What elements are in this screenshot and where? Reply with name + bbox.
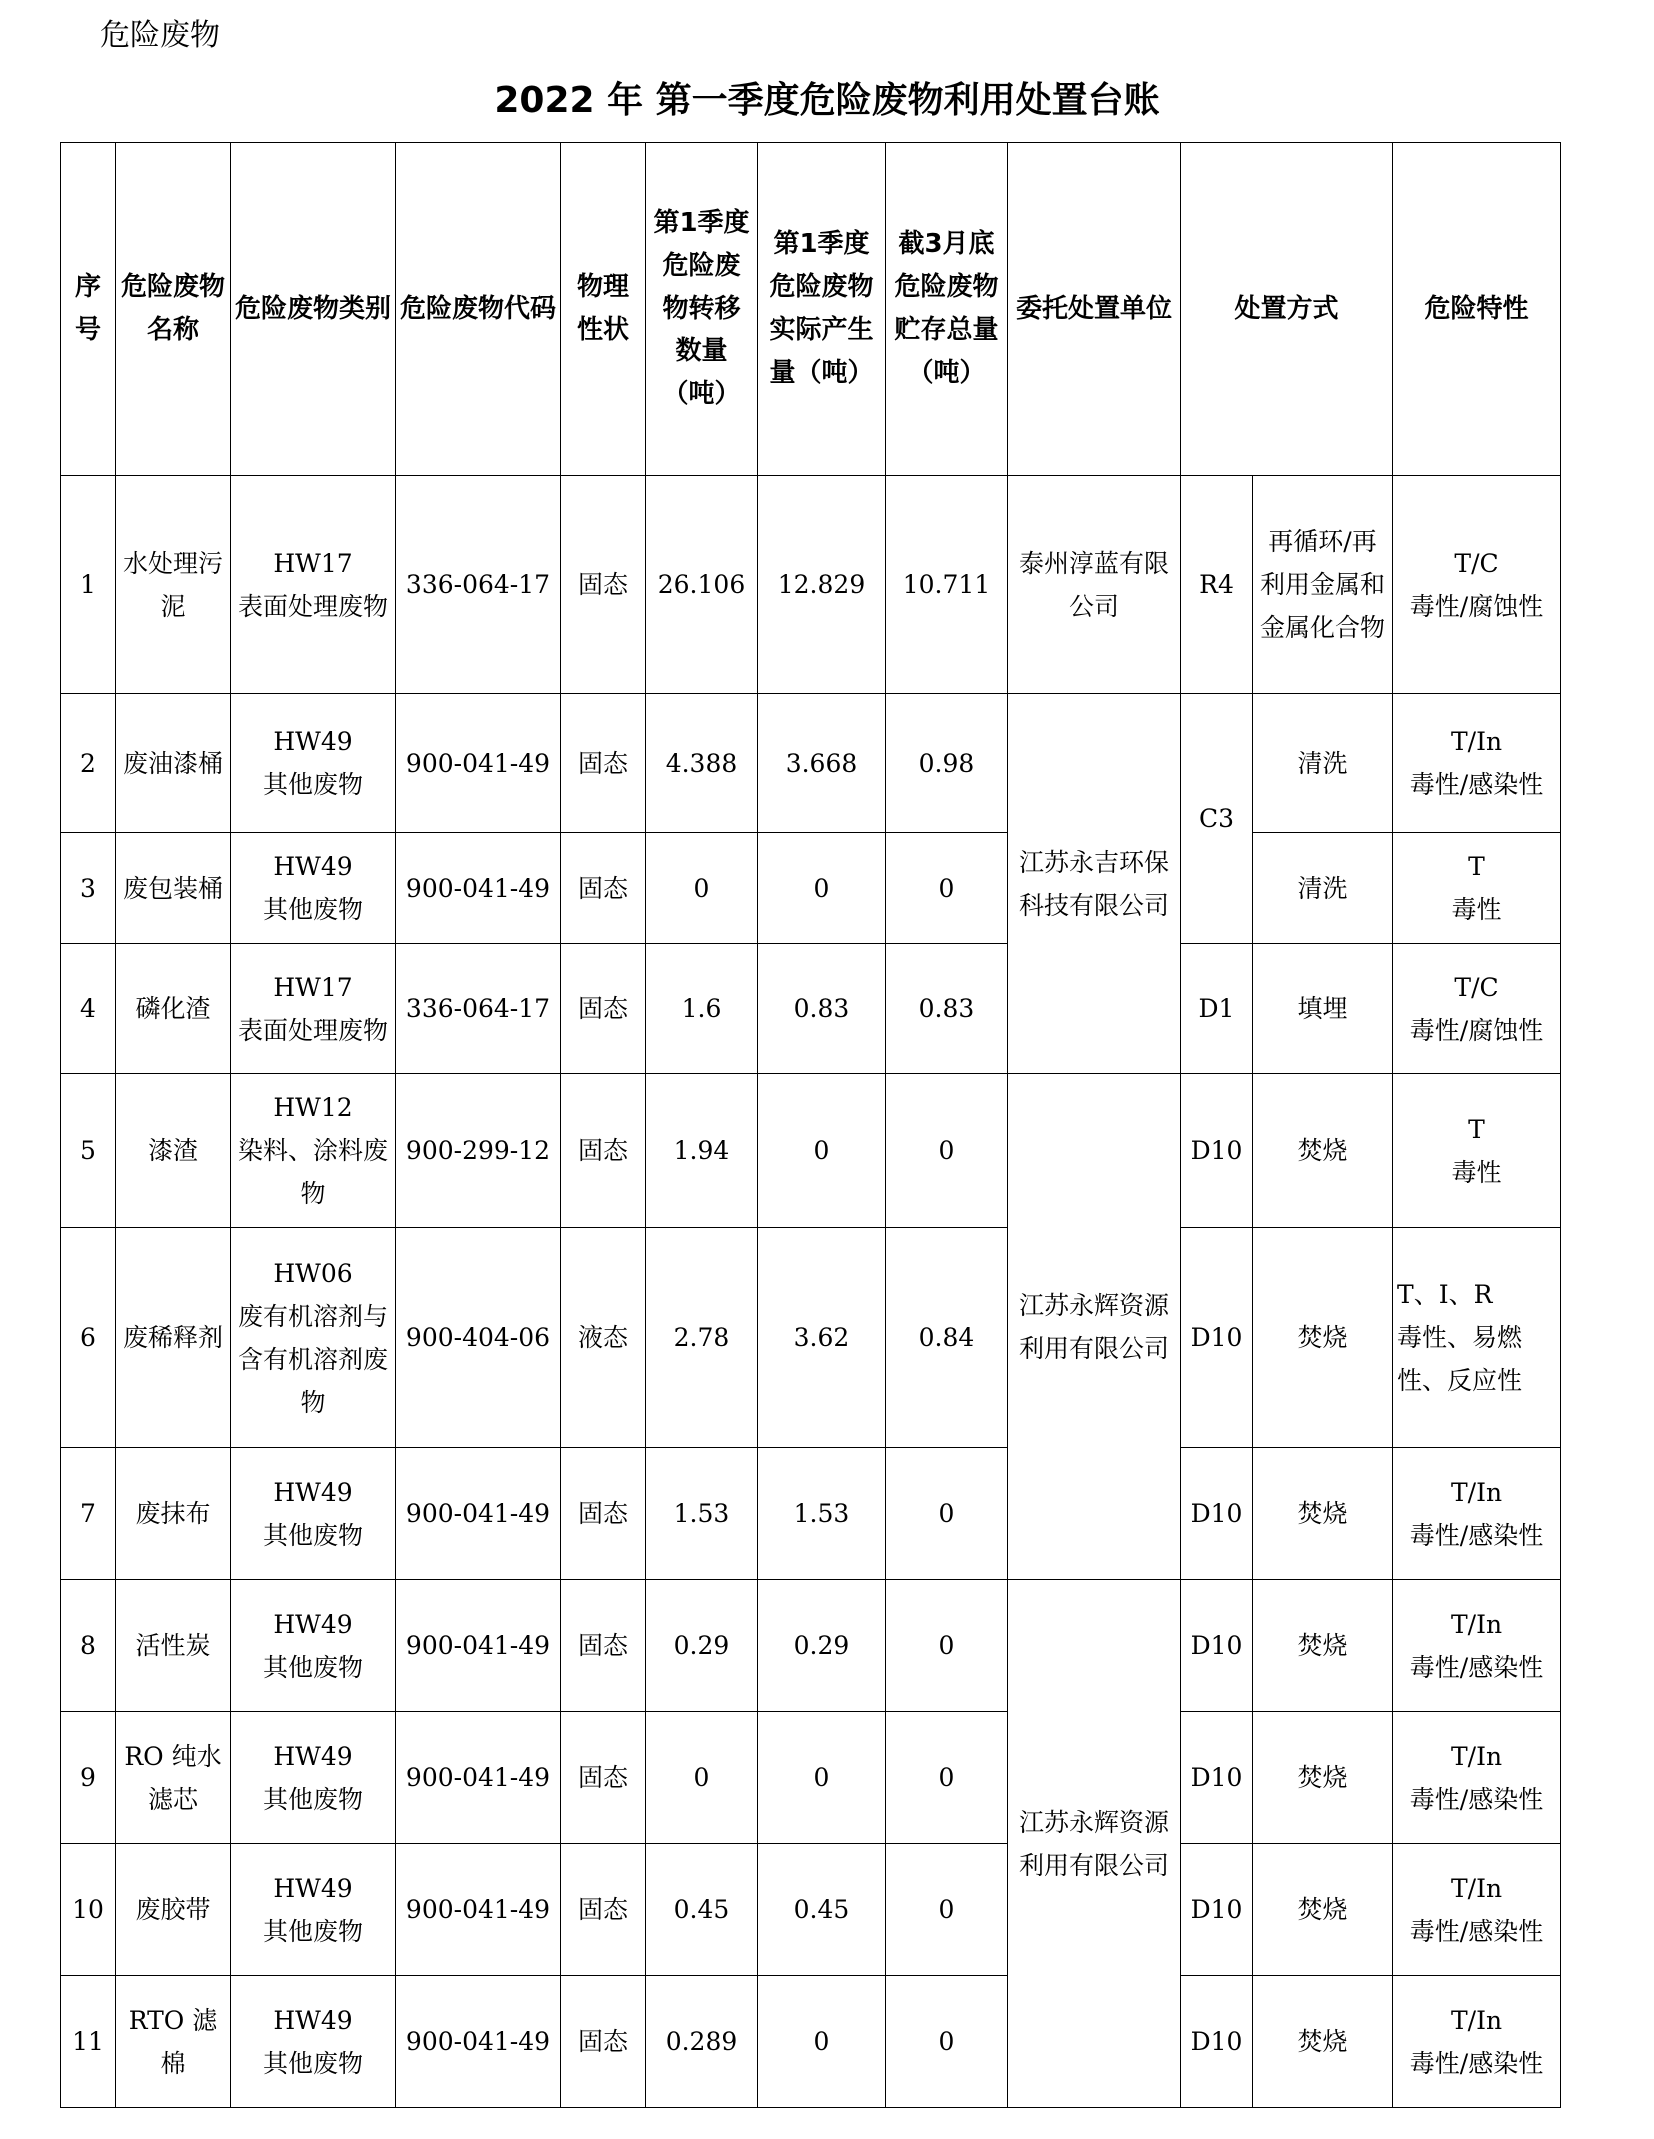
cell-code: 900-299-12 (396, 1074, 561, 1228)
header-method: 处置方式 (1181, 143, 1393, 476)
cell-method-code: D10 (1181, 1976, 1253, 2108)
cell-generated: 3.668 (758, 694, 886, 833)
cell-hazard: T/C 毒性/腐蚀性 (1393, 944, 1561, 1074)
cell-state: 固态 (561, 1844, 646, 1976)
cell-code: 900-041-49 (396, 694, 561, 833)
cell-transfer: 0.29 (646, 1580, 758, 1712)
cell-method: 焚烧 (1253, 1074, 1393, 1228)
cell-hazard: T/In 毒性/感染性 (1393, 694, 1561, 833)
cell-generated: 0 (758, 1976, 886, 2108)
cell-category: HW49 其他废物 (231, 1580, 396, 1712)
cell-unit: 江苏永吉环保科技有限公司 (1008, 694, 1181, 1074)
cell-name: 废油漆桶 (116, 694, 231, 833)
header-generated: 第1季度危险废物实际产生量（吨） (758, 143, 886, 476)
cell-method-code: D10 (1181, 1844, 1253, 1976)
cell-state: 固态 (561, 944, 646, 1074)
cell-seq: 1 (61, 476, 116, 694)
cell-method: 焚烧 (1253, 1228, 1393, 1448)
cell-category: HW17 表面处理废物 (231, 476, 396, 694)
table-row (61, 944, 1561, 1074)
cell-state: 固态 (561, 694, 646, 833)
cell-unit: 江苏永辉资源利用有限公司 (1008, 1074, 1181, 1580)
cell-storage: 0 (886, 1844, 1008, 1976)
table-row (61, 694, 1561, 833)
table-row (61, 1580, 1561, 1712)
cell-state: 固态 (561, 1580, 646, 1712)
cell-hazard: T/C 毒性/腐蚀性 (1393, 476, 1561, 694)
cell-category: HW49 其他废物 (231, 694, 396, 833)
header-code: 危险废物代码 (396, 143, 561, 476)
cell-storage: 0 (886, 1976, 1008, 2108)
hazardous-waste-ledger-table (60, 142, 1561, 2108)
cell-method: 焚烧 (1253, 1712, 1393, 1844)
cell-code: 900-041-49 (396, 1976, 561, 2108)
cell-generated: 0.45 (758, 1844, 886, 1976)
cell-method: 清洗 (1253, 694, 1393, 833)
cell-code: 900-041-49 (396, 1712, 561, 1844)
cell-transfer: 0 (646, 1712, 758, 1844)
cell-name: 废胶带 (116, 1844, 231, 1976)
cell-name: 废抹布 (116, 1448, 231, 1580)
cell-state: 固态 (561, 476, 646, 694)
cell-hazard: T/In 毒性/感染性 (1393, 1712, 1561, 1844)
cell-transfer: 1.53 (646, 1448, 758, 1580)
cell-method: 填埋 (1253, 944, 1393, 1074)
header-row (61, 143, 1561, 476)
cell-method-code: D10 (1181, 1074, 1253, 1228)
cell-method: 再循环/再利用金属和金属化合物 (1253, 476, 1393, 694)
cell-seq: 10 (61, 1844, 116, 1976)
cell-seq: 8 (61, 1580, 116, 1712)
cell-method: 清洗 (1253, 833, 1393, 944)
cell-transfer: 0.289 (646, 1976, 758, 2108)
cell-method-code: D10 (1181, 1448, 1253, 1580)
cell-hazard: T/In 毒性/感染性 (1393, 1580, 1561, 1712)
cell-hazard: T 毒性 (1393, 1074, 1561, 1228)
cell-generated: 12.829 (758, 476, 886, 694)
cell-category: HW06 废有机溶剂与含有机溶剂废物 (231, 1228, 396, 1448)
cell-state: 固态 (561, 1074, 646, 1228)
cell-code: 336-064-17 (396, 476, 561, 694)
cell-category: HW49 其他废物 (231, 1712, 396, 1844)
cell-transfer: 26.106 (646, 476, 758, 694)
cell-method-code: C3 (1181, 694, 1253, 944)
cell-code: 900-041-49 (396, 833, 561, 944)
cell-transfer: 4.388 (646, 694, 758, 833)
cell-state: 固态 (561, 1448, 646, 1580)
cell-unit: 泰州淳蓝有限公司 (1008, 476, 1181, 694)
cell-name: RTO 滤棉 (116, 1976, 231, 2108)
header-storage: 截3月底危险废物贮存总量（吨） (886, 143, 1008, 476)
cell-name: 废包装桶 (116, 833, 231, 944)
cell-storage: 0.98 (886, 694, 1008, 833)
cell-generated: 0 (758, 1074, 886, 1228)
cell-seq: 11 (61, 1976, 116, 2108)
table-row (61, 1976, 1561, 2108)
cell-seq: 5 (61, 1074, 116, 1228)
cell-transfer: 0 (646, 833, 758, 944)
cell-method-code: D10 (1181, 1712, 1253, 1844)
section-label: 危险废物 (100, 18, 220, 53)
table-row (61, 1712, 1561, 1844)
cell-generated: 0 (758, 833, 886, 944)
cell-code: 900-404-06 (396, 1228, 561, 1448)
cell-category: HW17 表面处理废物 (231, 944, 396, 1074)
cell-seq: 2 (61, 694, 116, 833)
cell-generated: 1.53 (758, 1448, 886, 1580)
cell-seq: 9 (61, 1712, 116, 1844)
header-unit: 委托处置单位 (1008, 143, 1181, 476)
cell-hazard: T/In 毒性/感染性 (1393, 1976, 1561, 2108)
cell-state: 固态 (561, 1712, 646, 1844)
cell-code: 336-064-17 (396, 944, 561, 1074)
cell-code: 900-041-49 (396, 1448, 561, 1580)
cell-storage: 0 (886, 833, 1008, 944)
cell-state: 液态 (561, 1228, 646, 1448)
cell-storage: 0 (886, 1074, 1008, 1228)
cell-storage: 0 (886, 1712, 1008, 1844)
cell-hazard: T 毒性 (1393, 833, 1561, 944)
header-category: 危险废物类别 (231, 143, 396, 476)
cell-seq: 4 (61, 944, 116, 1074)
header-seq: 序号 (61, 143, 116, 476)
cell-category: HW49 其他废物 (231, 1844, 396, 1976)
cell-name: 水处理污泥 (116, 476, 231, 694)
cell-method: 焚烧 (1253, 1976, 1393, 2108)
cell-name: 磷化渣 (116, 944, 231, 1074)
table-row (61, 1448, 1561, 1580)
cell-generated: 0 (758, 1712, 886, 1844)
header-state: 物理性状 (561, 143, 646, 476)
table-row (61, 833, 1561, 944)
cell-storage: 10.711 (886, 476, 1008, 694)
cell-transfer: 2.78 (646, 1228, 758, 1448)
cell-category: HW12 染料、涂料废物 (231, 1074, 396, 1228)
table-row (61, 1074, 1561, 1228)
cell-storage: 0 (886, 1580, 1008, 1712)
cell-storage: 0 (886, 1448, 1008, 1580)
page-title: 2022 年 第一季度危险废物利用处置台账 (494, 80, 1160, 121)
cell-method: 焚烧 (1253, 1580, 1393, 1712)
cell-name: RO 纯水滤芯 (116, 1712, 231, 1844)
cell-method-code: D1 (1181, 944, 1253, 1074)
cell-name: 活性炭 (116, 1580, 231, 1712)
cell-seq: 6 (61, 1228, 116, 1448)
cell-category: HW49 其他废物 (231, 1448, 396, 1580)
cell-generated: 3.62 (758, 1228, 886, 1448)
cell-seq: 7 (61, 1448, 116, 1580)
cell-storage: 0.83 (886, 944, 1008, 1074)
cell-category: HW49 其他废物 (231, 1976, 396, 2108)
cell-hazard: T/In 毒性/感染性 (1393, 1844, 1561, 1976)
table-row (61, 1228, 1561, 1448)
cell-seq: 3 (61, 833, 116, 944)
cell-hazard: T/In 毒性/感染性 (1393, 1448, 1561, 1580)
cell-method: 焚烧 (1253, 1844, 1393, 1976)
cell-method: 焚烧 (1253, 1448, 1393, 1580)
cell-transfer: 0.45 (646, 1844, 758, 1976)
cell-hazard: T、I、R 毒性、易燃性、反应性 (1393, 1228, 1561, 1448)
cell-name: 废稀释剂 (116, 1228, 231, 1448)
cell-generated: 0.29 (758, 1580, 886, 1712)
table-row (61, 476, 1561, 694)
cell-transfer: 1.94 (646, 1074, 758, 1228)
header-transfer: 第1季度危险废物转移数量（吨） (646, 143, 758, 476)
cell-method-code: D10 (1181, 1580, 1253, 1712)
header-hazard: 危险特性 (1393, 143, 1561, 476)
cell-code: 900-041-49 (396, 1844, 561, 1976)
cell-code: 900-041-49 (396, 1580, 561, 1712)
cell-unit: 江苏永辉资源利用有限公司 (1008, 1580, 1181, 2108)
cell-storage: 0.84 (886, 1228, 1008, 1448)
table-row (61, 1844, 1561, 1976)
cell-state: 固态 (561, 1976, 646, 2108)
cell-generated: 0.83 (758, 944, 886, 1074)
cell-state: 固态 (561, 833, 646, 944)
cell-method-code: D10 (1181, 1228, 1253, 1448)
cell-method-code: R4 (1181, 476, 1253, 694)
cell-name: 漆渣 (116, 1074, 231, 1228)
cell-category: HW49 其他废物 (231, 833, 396, 944)
header-name: 危险废物名称 (116, 143, 231, 476)
cell-transfer: 1.6 (646, 944, 758, 1074)
